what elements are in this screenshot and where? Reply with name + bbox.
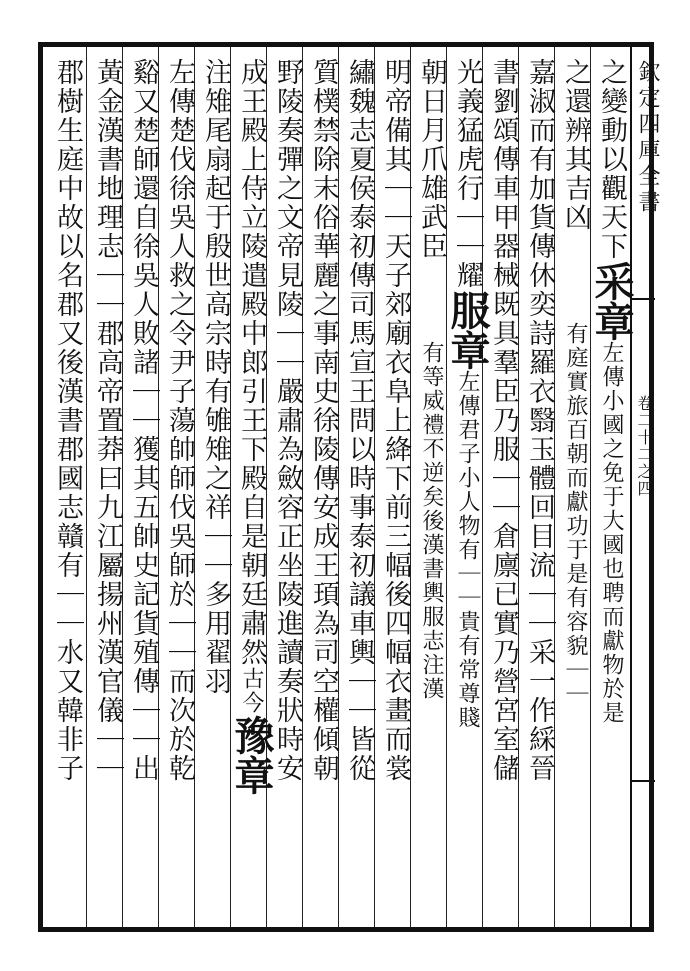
text-column: 郡樹生庭中故以名郡又後漢書郡國志贛有｜｜水又韓非子 <box>52 58 83 783</box>
text-column: 繡魏志夏侯泰初傳司馬宣王問以時事泰初議車輿｜｜皆從 <box>344 58 375 783</box>
text-column: 成王殿上侍立陵遣殿中郎引王下殿自是朝廷肅然古今豫章 <box>228 58 275 795</box>
text-column: 嘉淑而有加貨傳休奕詩羅衣翳玉體回目流｜｜采一作綵晉 <box>524 58 555 783</box>
text-column: 注雉尾扇起于殷世高宗時有雊雉之祥｜｜多用翟羽 <box>200 58 231 696</box>
column-rule <box>86 47 87 927</box>
text-column: 質樸禁除末俗華麗之事南史徐陵傳安成王頊為司空權傾朝 <box>308 58 339 783</box>
text-column: 光義猛虎行｜｜耀服章左傳君子小人物有｜｜貴有常尊賤 <box>444 58 491 730</box>
text-column: 之變動以觀天下采章左傳小國之免于大國也聘而獻物於是 <box>588 58 635 725</box>
text-column: 之還辨其吉凶有庭實旅百朝而獻功于是有容貌｜｜ <box>560 58 591 706</box>
heading-cai-zhang: 采章 <box>588 261 635 341</box>
margin-tick-bottom <box>631 780 655 782</box>
heading-yu-zhang: 豫章 <box>228 715 275 795</box>
text-column: 書劉頌傳車甲器械既具羣臣乃服｜｜倉廪已實乃營宮室儲 <box>488 58 519 783</box>
margin-rule <box>630 42 632 932</box>
text-column: 明帝備其｜｜天子郊廟衣阜上絳下前三幅後四幅衣畫而裳 <box>380 58 411 783</box>
heading-fu-zhang: 服章 <box>444 290 491 370</box>
book-title: 欽定四庫全書 <box>635 60 660 216</box>
text-column: 谿又楚師還自徐吳人敗諸｜｜獲其五帥史記貨殖傳｜｜出 <box>128 58 159 783</box>
text-column: 朝日月爪雄武臣有等威禮不逆矣後漢書輿服志注漢 <box>416 58 447 701</box>
volume-label: 卷二十二之四 <box>635 395 654 497</box>
text-column: 左傳楚伐徐吳人救之令尹子蕩帥師伐吳師於｜｜而次於乾 <box>164 58 195 783</box>
text-column: 野陵奏彈之文帝見陵｜｜嚴肅為斂容正坐陵進讀奏狀時安 <box>272 58 303 783</box>
text-column: 黃金漢書地理志｜｜郡高帝置莽曰九江屬揚州漢官儀｜｜ <box>92 58 123 783</box>
